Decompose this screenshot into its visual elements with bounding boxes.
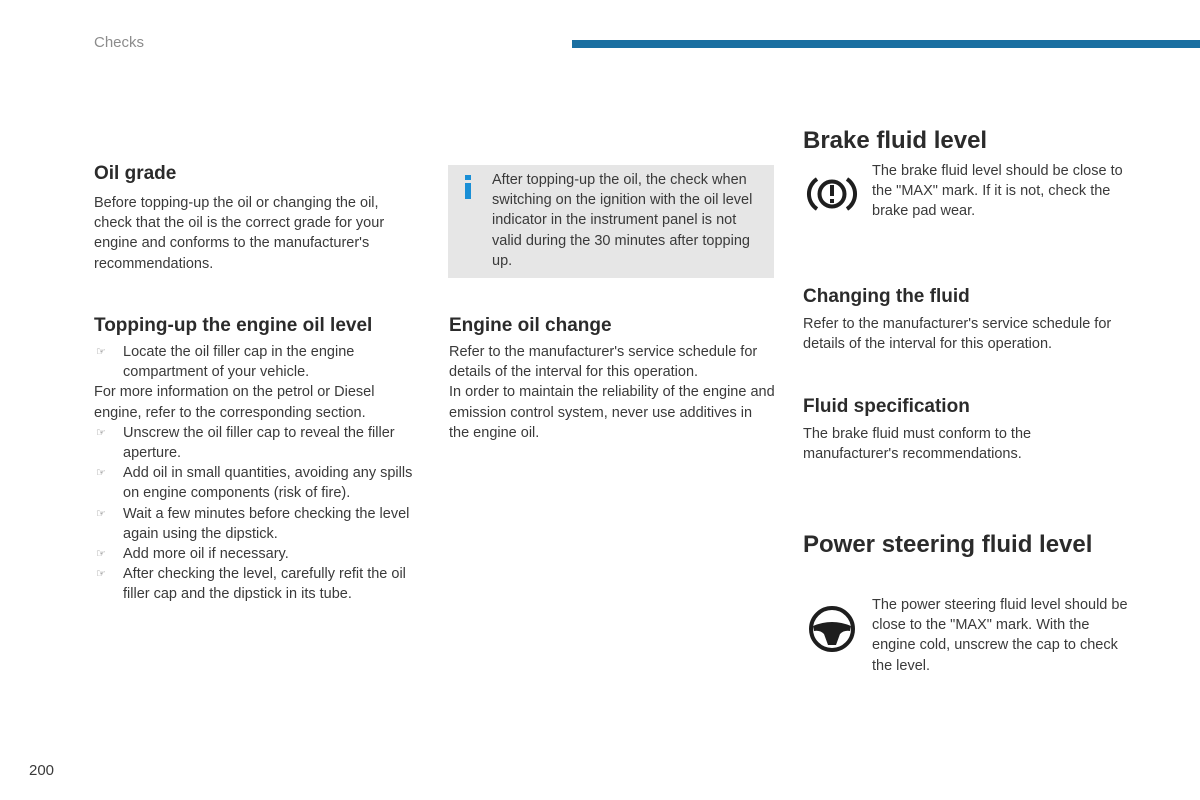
- info-box: [448, 165, 774, 278]
- info-icon: [464, 175, 472, 199]
- topping-up-note: For more information on the petrol or Diesel engine, refer to the corresponding section.: [94, 384, 375, 421]
- fluid-spec-title: Fluid specification: [803, 396, 970, 417]
- fluid-spec-text: The brake fluid must conform to the manufacturer's recommendations.: [803, 426, 1032, 463]
- bullet-item: [94, 504, 420, 544]
- bullet-item: [94, 423, 420, 463]
- topping-up-title: Topping-up the engine oil level: [94, 315, 373, 336]
- power-steering-title: Power steering fluid level: [803, 531, 1093, 558]
- pointing-hand-icon: ☞: [96, 507, 106, 520]
- brake-fluid-title: Brake fluid level: [803, 127, 988, 154]
- page-number: 200: [29, 762, 55, 779]
- bullet-text: Locate the oil filler cap in the engine compartment of your vehicle.: [123, 344, 355, 381]
- pointing-hand-icon: ☞: [96, 548, 106, 561]
- bullet-item: [94, 544, 420, 564]
- oil-grade-title: Oil grade: [94, 163, 177, 184]
- engine-oil-change-title: Engine oil change: [449, 315, 612, 336]
- section-header-bar: [572, 40, 1200, 48]
- bullet-item: [94, 342, 420, 382]
- info-box-text: After topping-up the oil, the check when switching on the ignition with the oil level indicator in the instrument panel is not valid during the 30 minutes after topping up.: [492, 172, 753, 269]
- bullet-text: Wait a few minutes before checking the level again using the dipstick.: [123, 505, 410, 542]
- engine-oil-change-section: [449, 314, 775, 443]
- bullet-text: After checking the level, carefully refit the oil filler cap and the dipstick in its tube.: [123, 566, 406, 603]
- engine-oil-change-text: Refer to the manufacturer's service schedule for details of the interval for this operation.: [449, 344, 758, 381]
- oil-grade-section: [94, 162, 420, 274]
- pointing-hand-icon: ☞: [96, 346, 106, 358]
- bullet-text: Add more oil if necessary.: [123, 546, 289, 563]
- pointing-hand-icon: ☞: [96, 568, 106, 581]
- bullet-text: Add oil in small quantities, avoiding any spills on engine components (risk of fire).: [123, 465, 413, 502]
- pointing-hand-icon: ☞: [96, 426, 106, 439]
- brake-fluid-text: The brake fluid level should be close to the "MAX" mark. If it is not, check the brake pad wear.: [872, 163, 1123, 220]
- brake-warning-icon: [806, 170, 858, 223]
- pointing-hand-icon: ☞: [96, 467, 106, 480]
- topping-up-section: [94, 314, 420, 605]
- engine-oil-change-text: In order to maintain the reliability of the engine and emission control system, never use additives in the engine oil.: [449, 384, 775, 441]
- fluid-spec-section: [803, 395, 1129, 464]
- changing-fluid-text: Refer to the manufacturer's service schedule for details of the interval for this operation.: [803, 316, 1112, 353]
- steering-wheel-icon: [806, 604, 858, 659]
- changing-fluid-title: Changing the fluid: [803, 286, 970, 307]
- changing-fluid-section: [803, 285, 1129, 354]
- oil-grade-text: Before topping-up the oil or changing the oil, check that the oil is the correct grade for your engine and conforms to the manufacturer's recommendations.: [94, 195, 385, 272]
- bullet-item: [94, 463, 420, 503]
- section-header-label: Checks: [94, 34, 145, 51]
- bullet-item: [94, 564, 420, 604]
- power-steering-text: The power steering fluid level should be close to the "MAX" mark. With the engine cold, unscrew the cap to check the level.: [872, 597, 1128, 674]
- bullet-text: Unscrew the oil filler cap to reveal the filler aperture.: [123, 424, 395, 462]
